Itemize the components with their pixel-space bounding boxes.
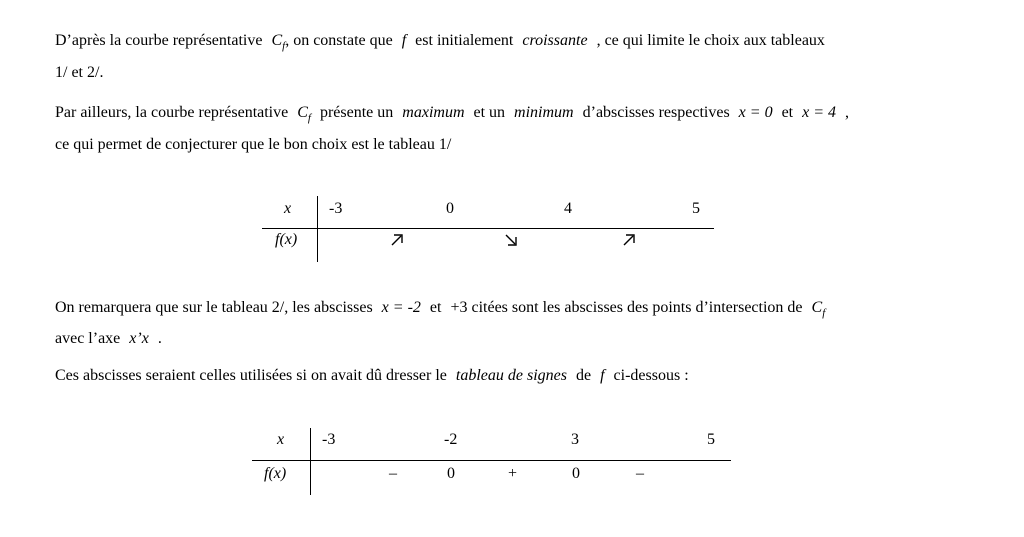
curve-name: $C_f$ bbox=[811, 299, 826, 319]
x-header: x bbox=[284, 200, 292, 217]
text: Par ailleurs, la courbe représentative bbox=[55, 104, 289, 121]
emphasis-tableau-signes: tableau de signes bbox=[455, 367, 567, 384]
sign-value: 0 bbox=[572, 465, 580, 482]
text: et bbox=[429, 299, 442, 316]
text: est initialement bbox=[415, 32, 514, 49]
x-value: -3 bbox=[329, 200, 343, 217]
paragraph-3-line-2 bbox=[55, 329, 162, 349]
text: avec l’axe bbox=[55, 330, 121, 347]
paragraph-3-line-3 bbox=[55, 366, 689, 386]
x-value: 4 bbox=[564, 200, 572, 217]
x-value: 5 bbox=[707, 431, 715, 448]
text: . bbox=[157, 330, 162, 347]
up-arrow-icon bbox=[622, 233, 636, 247]
curve-name: $C_f$ bbox=[297, 104, 311, 124]
text: Ces abscisses seraient celles utilisées si on avait dû dresser le bbox=[55, 367, 447, 384]
function-name: f bbox=[401, 32, 407, 49]
fx-header: f(x) bbox=[275, 231, 298, 248]
function-name: f bbox=[600, 367, 605, 384]
table-vertical-rule bbox=[310, 428, 311, 495]
table-horizontal-rule bbox=[252, 460, 731, 461]
down-arrow-icon bbox=[504, 233, 518, 247]
text: et bbox=[781, 104, 794, 121]
paragraph-1-line-1 bbox=[55, 31, 825, 56]
x-value: 0 bbox=[446, 200, 454, 217]
paragraph-2-line-2: ce qui permet de conjecturer que le bon choix est le tableau 1/ bbox=[55, 136, 452, 153]
emphasis-croissante: croissante bbox=[522, 32, 588, 49]
x-value: 3 bbox=[571, 431, 579, 448]
math-xm2: x = -2 bbox=[381, 299, 421, 316]
x-value: 5 bbox=[692, 200, 700, 217]
text: et un bbox=[473, 104, 506, 121]
x-value: -3 bbox=[322, 431, 336, 448]
fx-header: f(x) bbox=[264, 465, 287, 482]
sign-value: + bbox=[508, 465, 518, 482]
paragraph-1-line-2: 1/ et 2/. bbox=[55, 64, 104, 81]
text: présente un bbox=[319, 104, 394, 121]
emphasis-minimum: minimum bbox=[514, 104, 574, 121]
math-x0: x = 0 bbox=[738, 104, 773, 121]
text: , ce qui limite le choix aux tableaux bbox=[596, 32, 825, 49]
axis-name: x’x bbox=[129, 330, 149, 347]
text: D’après la courbe représentative bbox=[55, 32, 263, 49]
table-horizontal-rule bbox=[262, 228, 714, 229]
math-x4: x = 4 bbox=[802, 104, 837, 121]
text: On remarquera que sur le tableau 2/, les abscisses bbox=[55, 299, 373, 316]
table-vertical-rule bbox=[317, 196, 318, 262]
text: de bbox=[575, 367, 592, 384]
text: +3 citées sont les abscisses des points d’intersection de bbox=[450, 299, 803, 316]
paragraph-2-line-1 bbox=[55, 103, 849, 128]
text: d’abscisses respectives bbox=[582, 104, 730, 121]
paragraph-3-line-1 bbox=[55, 298, 825, 323]
up-arrow-icon bbox=[390, 233, 404, 247]
sign-value: – bbox=[636, 465, 644, 482]
text: ci-dessous : bbox=[613, 367, 689, 384]
sign-value: – bbox=[389, 465, 397, 482]
text: , bbox=[845, 104, 850, 121]
curve-name: $C_f$ bbox=[271, 32, 286, 52]
sign-value: 0 bbox=[447, 465, 455, 482]
emphasis-maximum: maximum bbox=[402, 104, 465, 121]
x-header: x bbox=[277, 431, 285, 448]
x-value: -2 bbox=[444, 431, 458, 448]
text: , on constate que bbox=[285, 32, 393, 49]
